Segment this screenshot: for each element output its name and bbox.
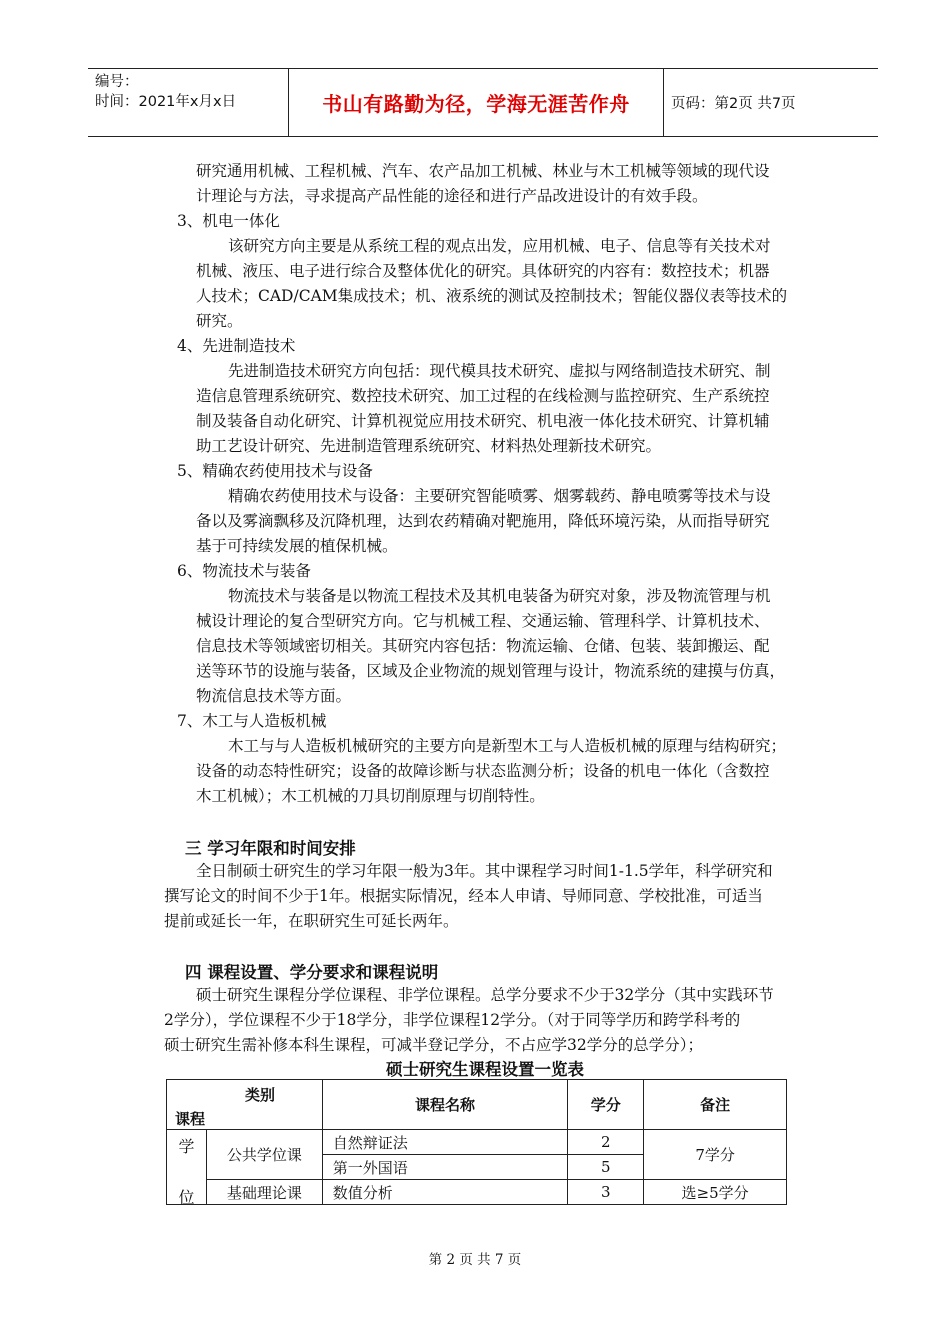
course-table [166,1079,787,1205]
section3-line: 提前或延长一年，在职研究生可延长两年。 [164,912,459,930]
body-line: 研究。 [196,312,243,330]
subsection-heading: 6、物流技术与装备 [177,562,311,580]
body-line: 备以及雾滴飘移及沉降机理，达到农药精确对靶施用，降低环境污染，从而指导研究 [196,512,770,530]
credits-cell: 2 [568,1130,644,1155]
header-page: 页码：第2页 共7页 [671,96,796,112]
body-line: 计理论与方法，寻求提高产品性能的途径和进行产品改进设计的有效手段。 [196,187,708,205]
section-heading-3: 三 学习年限和时间安排 [185,839,356,858]
page-header [88,68,878,137]
section-heading-4: 四 课程设置、学分要求和课程说明 [185,963,439,982]
subsection-heading: 4、先进制造技术 [177,337,296,355]
section4-line: 2学分），学位课程不少于18学分，非学位课程12学分。（对于同等学历和跨学科考的 [164,1011,741,1029]
body-line: 木工机械）；木工机械的刀具切削原理与切削特性。 [196,787,545,805]
page-footer: 第 2 页 共 7 页 [428,1252,522,1268]
body-line: 设备的动态特性研究；设备的故障诊断与状态监测分析；设备的机电一体化（含数控 [196,762,770,780]
subsection-heading: 3、机电一体化 [177,212,280,230]
credits-cell: 3 [568,1180,644,1205]
header-credits: 学分 [568,1080,644,1130]
note-cell: 选≥5学分 [644,1180,787,1205]
header-course: 课程 [175,1110,206,1128]
course-name-cell: 数值分析 [322,1180,568,1205]
subsection-heading: 7、木工与人造板机械 [177,712,327,730]
table-title: 硕士研究生课程设置一览表 [386,1060,584,1079]
group-cell: 公共学位课 [206,1130,322,1180]
header-name: 课程名称 [322,1080,568,1130]
body-line: 先进制造技术研究方向包括：现代模具技术研究、虚拟与网络制造技术研究、制 [228,362,771,380]
note-cell: 7学分 [644,1130,787,1180]
table-row [167,1130,787,1155]
section3-line: 撰写论文的时间不少于1年。根据实际情况，经本人申请、导师同意、学校批准，可适当 [164,887,763,905]
header-number: 编号： [95,74,139,90]
header-time: 时间：2021年x月x日 [95,94,237,110]
degree-char-1: 学 [178,1137,195,1156]
body-line: 信息技术等领域密切相关。其研究内容包括：物流运输、仓储、包装、装卸搬运、配 [196,637,770,655]
body-line: 研究通用机械、工程机械、汽车、农产品加工机械、林业与木工机械等领域的现代设 [196,162,770,180]
course-name-cell: 自然辩证法 [322,1130,568,1155]
header-notes: 备注 [644,1080,787,1130]
course-name-cell: 第一外国语 [322,1155,568,1180]
header-motto: 书山有路勤为径，学海无涯苦作舟 [322,92,630,116]
subsection-heading: 5、精确农药使用技术与设备 [177,462,373,480]
body-line: 造信息管理系统研究、数控技术研究、加工过程的在线检测与监控研究、生产系统控 [196,387,770,405]
body-line: 械设计理论的复合型研究方向。它与机械工程、交通运输、管理科学、计算机技术、 [196,612,770,630]
degree-char-2: 位 [178,1188,195,1207]
header-motto-cell [288,69,664,136]
body-line: 物流信息技术等方面。 [196,687,352,705]
header-page-cell [663,69,878,136]
body-line: 基于可持续发展的植保机械。 [196,537,398,555]
table-header-row [167,1080,787,1130]
section3-line: 全日制硕士研究生的学习年限一般为3年。其中课程学习时间1-1.5学年，科学研究和 [196,862,773,880]
section4-line: 硕士研究生课程分学位课程、非学位课程。总学分要求不少于32学分（其中实践环节 [196,986,774,1004]
body-line: 物流技术与装备是以物流工程技术及其机电装备为研究对象，涉及物流管理与机 [228,587,771,605]
body-line: 该研究方向主要是从系统工程的观点出发，应用机械、电子、信息等有关技术对 [228,237,771,255]
credits-cell: 5 [568,1155,644,1180]
body-line: 人技术；CAD/CAM集成技术；机、液系统的测试及控制技术；智能仪器仪表等技术的 [196,287,788,305]
body-line: 助工艺设计研究、先进制造管理系统研究、材料热处理新技术研究。 [196,437,662,455]
header-category: 类别 [245,1086,276,1104]
body-line: 机械、液压、电子进行综合及整体优化的研究。具体研究的内容有：数控技术；机器 [196,262,770,280]
table-row [167,1180,787,1205]
body-line: 木工与与人造板机械研究的主要方向是新型木工与人造板机械的原理与结构研究； [228,737,787,755]
body-line: 精确农药使用技术与设备：主要研究智能喷雾、烟雾载药、静电喷雾等技术与设 [228,487,771,505]
degree-cell [167,1130,207,1205]
body-line: 送等环节的设施与装备，区域及企业物流的规划管理与设计，物流系统的建摸与仿真， [196,662,786,680]
body-line: 制及装备自动化研究、计算机视觉应用技术研究、机电液一体化技术研究、计算机辅 [196,412,770,430]
category-header-cell [167,1080,323,1130]
group-cell: 基础理论课 [206,1180,322,1205]
header-meta [88,69,288,136]
section4-line: 硕士研究生需补修本科生课程，可减半登记学分，不占应学32学分的总学分）； [164,1036,703,1054]
